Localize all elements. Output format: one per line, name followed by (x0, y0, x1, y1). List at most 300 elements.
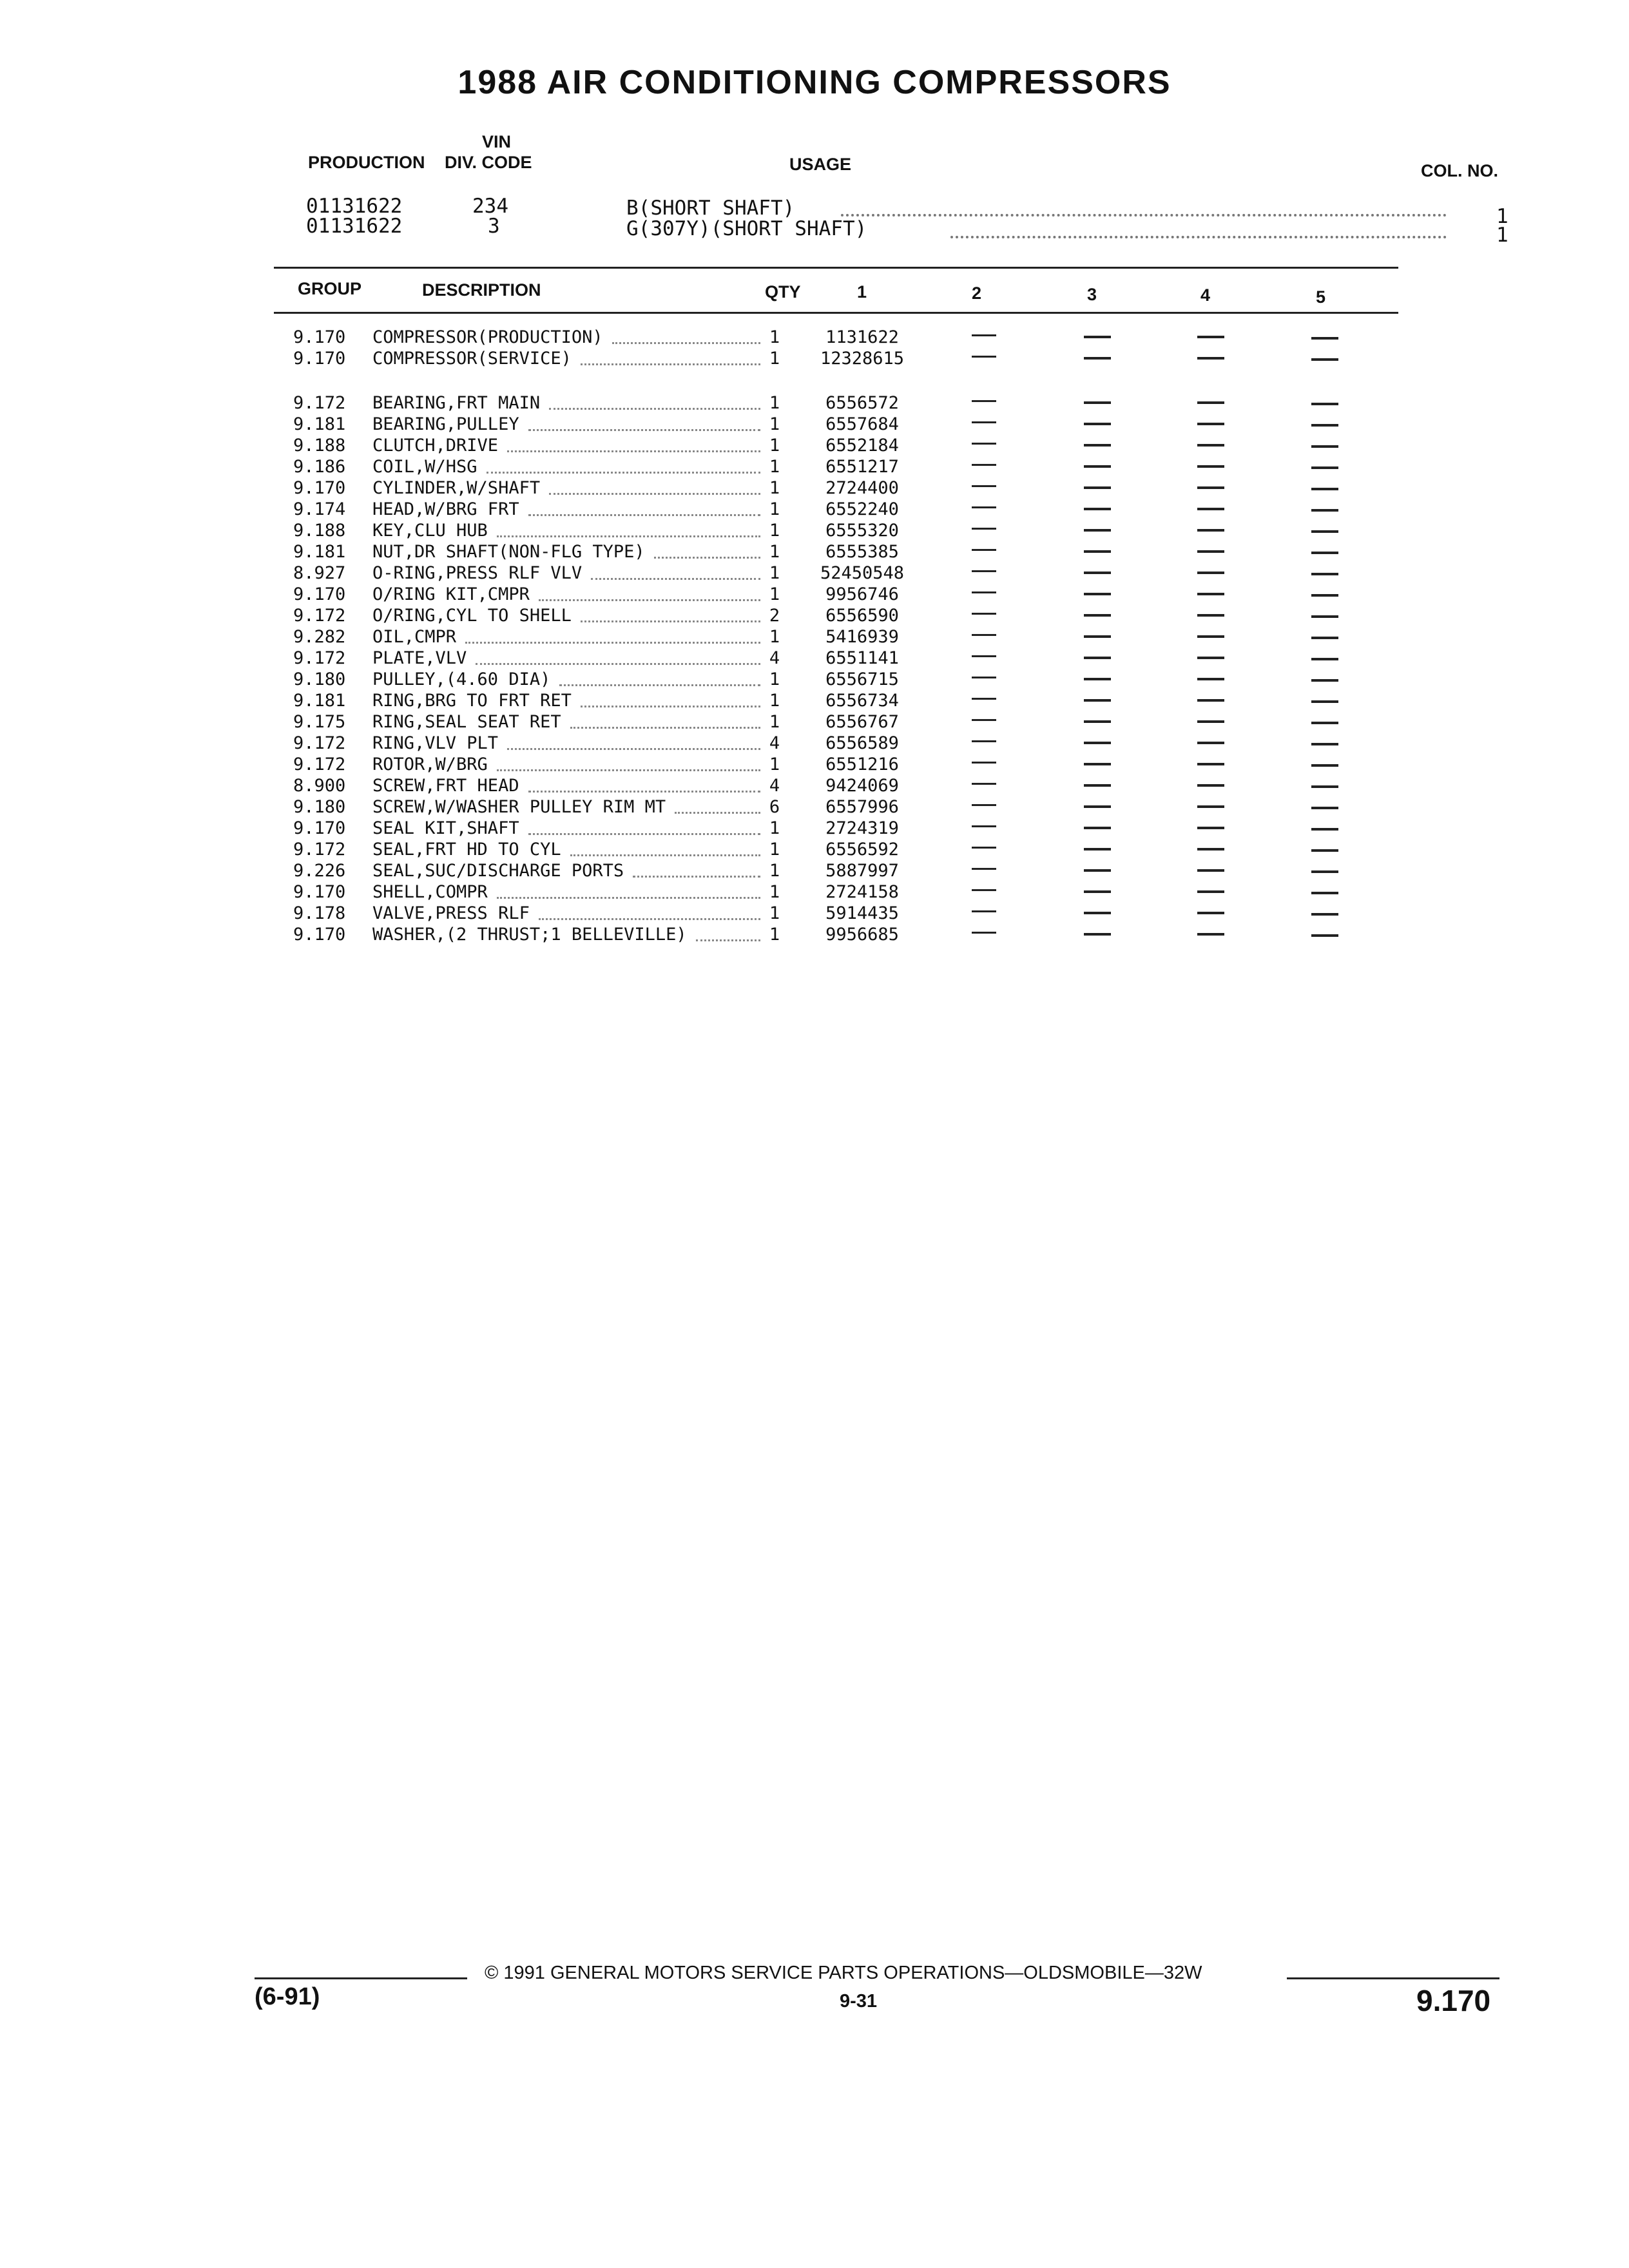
description-cell: SEAL KIT,SHAFT (372, 818, 519, 838)
col5-dash (1311, 849, 1338, 852)
leader-dots (581, 706, 760, 707)
group-cell: 9.172 (293, 733, 346, 753)
group-cell: 9.172 (293, 754, 346, 774)
part-number-cell: 2724400 (825, 478, 899, 498)
col2-dash (972, 847, 996, 849)
vin-code: 234 (472, 195, 508, 218)
description-cell: VALVE,PRESS RLF (372, 903, 530, 923)
group-cell: 9.188 (293, 521, 346, 541)
description-cell: BEARING,FRT MAIN (372, 393, 541, 413)
col3-dash (1084, 912, 1111, 914)
qty-cell: 4 (769, 648, 780, 668)
qty-cell: 1 (769, 712, 780, 732)
col4-dash (1197, 657, 1224, 659)
table-row (0, 669, 1629, 690)
qty-cell: 1 (769, 436, 780, 456)
group-cell: 9.188 (293, 436, 346, 456)
col5-dash (1311, 594, 1338, 597)
col5-dash (1311, 679, 1338, 682)
description-cell: SHELL,COMPR (372, 882, 488, 902)
group-column-header: GROUP (298, 279, 362, 298)
description-cell: RING,SEAL SEAT RET (372, 712, 561, 732)
part-number-cell: 5887997 (825, 861, 899, 881)
part-number-cell: 9956685 (825, 925, 899, 945)
group-cell: 9.226 (293, 861, 346, 881)
production-header: PRODUCTION (308, 153, 425, 172)
leader-dots (559, 684, 760, 686)
col5-dash (1311, 445, 1338, 448)
col2-dash (972, 356, 996, 358)
part-number-cell: 9424069 (825, 776, 899, 796)
part-number-cell: 6557684 (825, 414, 899, 434)
col5-dash (1311, 615, 1338, 618)
col4-dash (1197, 486, 1224, 489)
group-cell: 9.178 (293, 903, 346, 923)
col3-dash (1084, 572, 1111, 574)
col2-dash (972, 464, 996, 466)
qty-cell: 1 (769, 669, 780, 689)
leader-dots (539, 918, 760, 920)
col4-dash (1197, 763, 1224, 765)
table-row (0, 924, 1629, 945)
description-cell: ROTOR,W/BRG (372, 754, 488, 774)
col1-header: 1 (857, 282, 867, 302)
table-row (0, 541, 1629, 562)
production-number: 01131622 (306, 195, 403, 218)
leader-dots (633, 876, 760, 878)
group-cell: 9.181 (293, 691, 346, 711)
leader-dots (654, 557, 761, 559)
col4-dash (1197, 529, 1224, 532)
qty-cell: 6 (769, 797, 780, 817)
vin-header-line2: DIV. CODE (445, 153, 532, 172)
part-number-cell: 6557996 (825, 797, 899, 817)
description-cell: SEAL,SUC/DISCHARGE PORTS (372, 861, 624, 881)
col3-dash (1084, 869, 1111, 872)
leader-dots (950, 236, 1447, 238)
table-row (0, 456, 1629, 477)
leader-dots (841, 214, 1447, 216)
col2-dash (972, 485, 996, 487)
qty-cell: 1 (769, 499, 780, 519)
col2-dash (972, 889, 996, 891)
qty-cell: 1 (769, 925, 780, 945)
part-number-cell: 52450548 (820, 563, 905, 583)
qty-cell: 4 (769, 733, 780, 753)
table-row (0, 775, 1629, 796)
col2-dash (972, 613, 996, 615)
group-cell: 9.170 (293, 478, 346, 498)
col5-dash (1311, 358, 1338, 361)
table-row (0, 477, 1629, 499)
col2-dash (972, 719, 996, 721)
qty-cell: 1 (769, 478, 780, 498)
col5-dash (1311, 530, 1338, 533)
description-cell: RING,VLV PLT (372, 733, 499, 753)
col2-dash (972, 740, 996, 742)
qty-cell: 1 (769, 818, 780, 838)
group-cell: 8.900 (293, 776, 346, 796)
col5-dash (1311, 658, 1338, 660)
col2-dash (972, 400, 996, 402)
table-row (0, 818, 1629, 839)
col-no-header: COL. NO. (1421, 161, 1498, 180)
col4-dash (1197, 699, 1224, 702)
usage-header: USAGE (789, 155, 852, 174)
qty-cell: 1 (769, 861, 780, 881)
part-number-cell: 6556589 (825, 733, 899, 753)
qty-cell: 1 (769, 542, 780, 562)
col2-dash (972, 528, 996, 530)
col5-dash (1311, 892, 1338, 894)
qty-cell: 1 (769, 754, 780, 774)
col5-dash (1311, 700, 1338, 703)
col4-dash (1197, 805, 1224, 808)
leader-dots (528, 791, 761, 793)
description-cell: O/RING,CYL TO SHELL (372, 606, 572, 626)
part-number-cell: 1131622 (825, 327, 899, 347)
group-cell: 9.170 (293, 327, 346, 347)
leader-dots (549, 408, 760, 410)
col-number: 1 (1496, 224, 1509, 247)
col3-dash (1084, 336, 1111, 338)
col4-dash (1197, 912, 1224, 914)
col3-dash (1084, 827, 1111, 829)
group-cell: 8.927 (293, 563, 346, 583)
part-number-cell: 5416939 (825, 627, 899, 647)
col4-dash (1197, 827, 1224, 829)
description-cell: RING,BRG TO FRT RET (372, 691, 572, 711)
col2-dash (972, 570, 996, 572)
col4-dash (1197, 635, 1224, 638)
description-cell: NUT,DR SHAFT(NON-FLG TYPE) (372, 542, 645, 562)
footer-rule-right (1287, 1977, 1499, 1979)
qty-cell: 4 (769, 776, 780, 796)
col4-dash (1197, 869, 1224, 872)
description-cell: SEAL,FRT HD TO CYL (372, 840, 561, 860)
col5-dash (1311, 488, 1338, 490)
qty-cell: 1 (769, 521, 780, 541)
description-cell: SCREW,FRT HEAD (372, 776, 519, 796)
col2-dash (972, 698, 996, 700)
col3-dash (1084, 423, 1111, 425)
part-number-cell: 6556715 (825, 669, 899, 689)
table-row (0, 860, 1629, 881)
leader-dots (612, 342, 761, 344)
col5-header: 5 (1316, 287, 1326, 307)
group-cell: 9.170 (293, 818, 346, 838)
group-cell: 9.181 (293, 414, 346, 434)
part-number-cell: 6555385 (825, 542, 899, 562)
part-number-cell: 6551217 (825, 457, 899, 477)
qty-cell: 1 (769, 563, 780, 583)
table-row (0, 881, 1629, 903)
description-cell: COMPRESSOR(SERVICE) (372, 349, 572, 369)
group-cell: 9.170 (293, 882, 346, 902)
group-cell: 9.170 (293, 584, 346, 604)
qty-cell: 1 (769, 457, 780, 477)
leader-dots (570, 854, 761, 856)
qty-column-header: QTY (765, 282, 801, 302)
table-row (0, 605, 1629, 626)
vin-code: 3 (488, 215, 500, 238)
leader-dots (507, 450, 760, 452)
leader-dots (675, 812, 760, 814)
col3-dash (1084, 742, 1111, 744)
page-title: 1988 AIR CONDITIONING COMPRESSORS (458, 64, 1171, 101)
col5-dash (1311, 424, 1338, 427)
col3-dash (1084, 657, 1111, 659)
qty-cell: 1 (769, 627, 780, 647)
col2-dash (972, 677, 996, 678)
group-cell: 9.174 (293, 499, 346, 519)
description-cell: KEY,CLU HUB (372, 521, 488, 541)
table-row (0, 796, 1629, 818)
group-cell: 9.282 (293, 627, 346, 647)
col-number: 1 (1496, 205, 1509, 228)
group-cell: 9.172 (293, 606, 346, 626)
col4-header: 4 (1200, 285, 1211, 305)
col5-dash (1311, 403, 1338, 405)
col3-dash (1084, 784, 1111, 787)
col5-dash (1311, 743, 1338, 745)
col5-dash (1311, 337, 1338, 340)
col2-dash (972, 804, 996, 806)
col2-dash (972, 591, 996, 593)
col5-dash (1311, 552, 1338, 554)
group-cell: 9.172 (293, 393, 346, 413)
table-row (0, 327, 1629, 348)
qty-cell: 1 (769, 414, 780, 434)
leader-dots (581, 363, 760, 365)
col2-dash (972, 634, 996, 636)
col2-dash (972, 506, 996, 508)
group-cell: 9.181 (293, 542, 346, 562)
leader-dots (528, 833, 761, 835)
col2-dash (972, 910, 996, 912)
group-cell: 9.180 (293, 669, 346, 689)
description-cell: OIL,CMPR (372, 627, 457, 647)
leader-dots (465, 642, 760, 644)
col2-dash (972, 421, 996, 423)
description-cell: SCREW,W/WASHER PULLEY RIM MT (372, 797, 666, 817)
part-number-cell: 6556590 (825, 606, 899, 626)
col3-dash (1084, 357, 1111, 360)
leader-dots (570, 727, 761, 729)
col2-header: 2 (972, 284, 982, 303)
part-number-cell: 6555320 (825, 521, 899, 541)
col2-dash (972, 868, 996, 870)
col2-dash (972, 443, 996, 445)
col2-dash (972, 334, 996, 336)
col4-dash (1197, 401, 1224, 404)
page-number: 9-31 (840, 1991, 878, 2012)
part-number-cell: 12328615 (820, 349, 905, 369)
table-row (0, 435, 1629, 456)
col3-dash (1084, 550, 1111, 553)
qty-cell: 1 (769, 691, 780, 711)
leader-dots (476, 663, 760, 665)
col2-dash (972, 549, 996, 551)
col4-dash (1197, 784, 1224, 787)
qty-cell: 1 (769, 882, 780, 902)
col4-dash (1197, 848, 1224, 850)
table-row (0, 348, 1629, 369)
part-number-cell: 2724319 (825, 818, 899, 838)
part-number-cell: 6556572 (825, 393, 899, 413)
table-top-rule (274, 267, 1398, 269)
qty-cell: 1 (769, 840, 780, 860)
col4-dash (1197, 508, 1224, 510)
description-cell: HEAD,W/BRG FRT (372, 499, 519, 519)
leader-dots (528, 514, 761, 516)
copyright-text: © 1991 GENERAL MOTORS SERVICE PARTS OPERATIONS—OLDSMOBILE—32W (485, 1963, 1202, 1983)
part-number-cell: 2724158 (825, 882, 899, 902)
leader-dots (581, 620, 760, 622)
col2-dash (972, 825, 996, 827)
col5-dash (1311, 466, 1338, 469)
col3-dash (1084, 805, 1111, 808)
table-row (0, 711, 1629, 733)
col3-header: 3 (1087, 285, 1097, 304)
group-number: 9.170 (1416, 1984, 1491, 2017)
col5-dash (1311, 573, 1338, 575)
col3-dash (1084, 401, 1111, 404)
description-cell: CLUTCH,DRIVE (372, 436, 499, 456)
col4-dash (1197, 614, 1224, 617)
qty-cell: 1 (769, 903, 780, 923)
col5-dash (1311, 764, 1338, 767)
col3-dash (1084, 508, 1111, 510)
col4-dash (1197, 593, 1224, 595)
description-cell: PLATE,VLV (372, 648, 467, 668)
leader-dots (696, 939, 761, 941)
col4-dash (1197, 357, 1224, 360)
footer-rule-left (255, 1977, 467, 1979)
qty-cell: 1 (769, 584, 780, 604)
col5-dash (1311, 785, 1338, 788)
col4-dash (1197, 550, 1224, 553)
group-cell: 9.172 (293, 648, 346, 668)
vin-header-line1: VIN (482, 132, 512, 151)
table-row (0, 562, 1629, 584)
part-number-cell: 6551141 (825, 648, 899, 668)
group-cell: 9.186 (293, 457, 346, 477)
col2-dash (972, 655, 996, 657)
col3-dash (1084, 890, 1111, 893)
col2-dash (972, 762, 996, 764)
table-row (0, 499, 1629, 520)
col5-dash (1311, 870, 1338, 873)
part-number-cell: 5914435 (825, 903, 899, 923)
leader-dots (539, 599, 760, 601)
qty-cell: 1 (769, 349, 780, 369)
leader-dots (549, 493, 760, 495)
leader-dots (497, 535, 760, 537)
col3-dash (1084, 486, 1111, 489)
col3-dash (1084, 848, 1111, 850)
part-number-cell: 6552240 (825, 499, 899, 519)
table-header-rule (274, 312, 1398, 314)
col4-dash (1197, 572, 1224, 574)
table-row (0, 839, 1629, 860)
leader-dots (497, 897, 760, 899)
qty-cell: 1 (769, 327, 780, 347)
part-number-cell: 6556592 (825, 840, 899, 860)
col4-dash (1197, 444, 1224, 447)
table-row (0, 626, 1629, 648)
col3-dash (1084, 763, 1111, 765)
col4-dash (1197, 742, 1224, 744)
qty-cell: 2 (769, 606, 780, 626)
col3-dash (1084, 699, 1111, 702)
leader-dots (528, 429, 761, 431)
table-row (0, 520, 1629, 541)
description-cell: O/RING KIT,CMPR (372, 584, 530, 604)
table-row (0, 648, 1629, 669)
description-cell: COIL,W/HSG (372, 457, 477, 477)
leader-dots (591, 578, 760, 580)
col4-dash (1197, 678, 1224, 680)
production-number: 01131622 (306, 215, 403, 238)
group-cell: 9.170 (293, 925, 346, 945)
col5-dash (1311, 722, 1338, 724)
group-cell: 9.175 (293, 712, 346, 732)
table-row (0, 754, 1629, 775)
description-cell: O-RING,PRESS RLF VLV (372, 563, 583, 583)
description-cell: PULLEY,(4.60 DIA) (372, 669, 551, 689)
col4-dash (1197, 465, 1224, 468)
col5-dash (1311, 637, 1338, 639)
description-cell: CYLINDER,W/SHAFT (372, 478, 541, 498)
col5-dash (1311, 934, 1338, 937)
usage-text: G(307Y)(SHORT SHAFT) (626, 217, 867, 240)
leader-dots (507, 748, 760, 750)
date-code: (6-91) (255, 1983, 320, 2010)
col5-dash (1311, 828, 1338, 831)
part-number-cell: 6552184 (825, 436, 899, 456)
col5-dash (1311, 509, 1338, 512)
description-column-header: DESCRIPTION (422, 280, 541, 300)
col2-dash (972, 783, 996, 785)
col4-dash (1197, 890, 1224, 893)
col3-dash (1084, 933, 1111, 936)
table-row (0, 903, 1629, 924)
col4-dash (1197, 720, 1224, 723)
leader-dots (497, 769, 760, 771)
col3-dash (1084, 720, 1111, 723)
description-cell: COMPRESSOR(PRODUCTION) (372, 327, 603, 347)
col3-dash (1084, 614, 1111, 617)
col3-dash (1084, 529, 1111, 532)
qty-cell: 1 (769, 393, 780, 413)
group-cell: 9.170 (293, 349, 346, 369)
col4-dash (1197, 933, 1224, 936)
table-row (0, 414, 1629, 435)
table-row (0, 733, 1629, 754)
group-cell: 9.172 (293, 840, 346, 860)
col2-dash (972, 932, 996, 934)
group-cell: 9.180 (293, 797, 346, 817)
description-cell: WASHER,(2 THRUST;1 BELLEVILLE) (372, 925, 687, 945)
part-number-cell: 6556767 (825, 712, 899, 732)
col5-dash (1311, 807, 1338, 809)
part-number-cell: 6551216 (825, 754, 899, 774)
col5-dash (1311, 913, 1338, 916)
col3-dash (1084, 465, 1111, 468)
part-number-cell: 6556734 (825, 691, 899, 711)
col3-dash (1084, 678, 1111, 680)
